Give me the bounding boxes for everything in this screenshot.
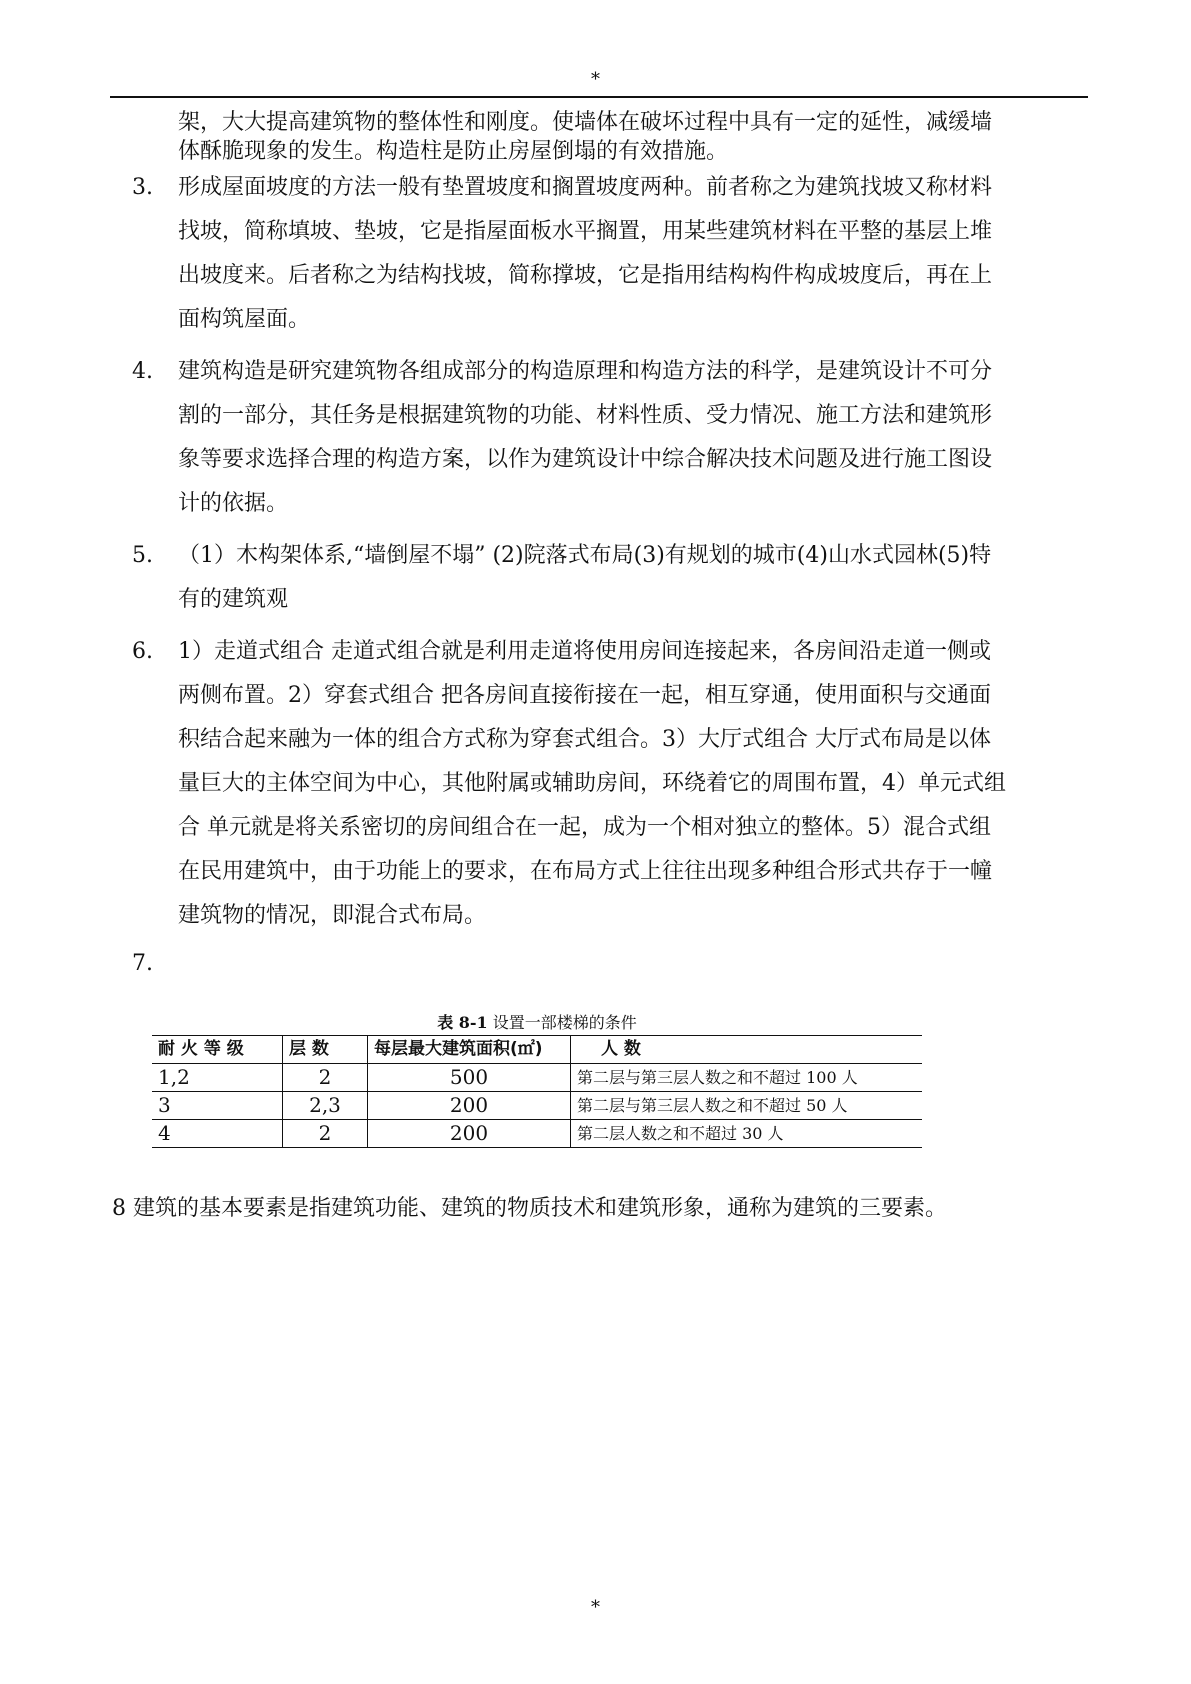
table-caption-label: 表 8-1 bbox=[437, 1013, 488, 1032]
cell-people: 第二层与第三层人数之和不超过 100 人 bbox=[571, 1064, 923, 1092]
text-line: 在民用建筑中，由于功能上的要求，在布局方式上往往出现多种组合形式共存于一幢 bbox=[178, 859, 993, 884]
text-line: 量巨大的主体空间为中心，其他附属或辅助房间，环绕着它的周围布置，4）单元式组 bbox=[178, 771, 1006, 796]
cell-people: 第二层人数之和不超过 30 人 bbox=[571, 1120, 923, 1148]
stair-conditions-table bbox=[152, 1035, 922, 1148]
header-people: 人 数 bbox=[571, 1036, 923, 1064]
header-max-area: 每层最大建筑面积(㎡) bbox=[368, 1036, 571, 1064]
cell-max-area: 500 bbox=[368, 1064, 571, 1092]
cell-people: 第二层与第三层人数之和不超过 50 人 bbox=[571, 1092, 923, 1120]
table-row bbox=[152, 1120, 922, 1148]
text-line: 合 单元就是将关系密切的房间组合在一起，成为一个相对独立的整体。5）混合式组 bbox=[178, 815, 991, 840]
item-number: 5. bbox=[132, 543, 153, 568]
table-row bbox=[152, 1092, 922, 1120]
text-line: 象等要求选择合理的构造方案，以作为建筑设计中综合解决技术问题及进行施工图设 bbox=[178, 447, 993, 472]
table-caption-text: 设置一部楼梯的条件 bbox=[492, 1013, 637, 1032]
item-number: 3. bbox=[132, 175, 153, 200]
text-line: 积结合起来融为一体的组合方式称为穿套式组合。3）大厅式组合 大厅式布局是以体 bbox=[178, 727, 991, 752]
cell-fire-rating: 3 bbox=[158, 1093, 171, 1117]
text-line: 体酥脆现象的发生。构造柱是防止房屋倒塌的有效措施。 bbox=[178, 139, 729, 164]
text-line: 有的建筑观 bbox=[178, 587, 289, 612]
text-line: 两侧布置。2）穿套式组合 把各房间直接衔接在一起，相互穿通，使用面积与交通面 bbox=[178, 683, 991, 708]
table-row bbox=[152, 1064, 922, 1092]
list-item-6 bbox=[0, 630, 1191, 938]
cell-floors: 2,3 bbox=[283, 1092, 368, 1120]
text-line: 架，大大提高建筑物的整体性和刚度。使墙体在破坏过程中具有一定的延性，减缓墙 bbox=[178, 110, 993, 135]
text-line: 建筑物的情况，即混合式布局。 bbox=[178, 903, 487, 928]
page-body bbox=[0, 108, 1191, 986]
cell-fire-rating: 1,2 bbox=[158, 1065, 190, 1089]
list-item-7 bbox=[0, 942, 1191, 986]
item-number: 6. bbox=[132, 639, 153, 664]
list-item-5 bbox=[0, 534, 1191, 622]
header-floors: 层 数 bbox=[283, 1036, 368, 1064]
footer-mark: * bbox=[591, 1597, 600, 1618]
text-line: 建筑构造是研究建筑物各组成部分的构造原理和构造方法的科学，是建筑设计不可分 bbox=[178, 359, 993, 384]
text-line: 计的依据。 bbox=[178, 491, 289, 516]
text-line: 割的一部分，其任务是根据建筑物的功能、材料性质、受力情况、施工方法和建筑形 bbox=[178, 403, 993, 428]
continuation-paragraph bbox=[0, 108, 1191, 166]
cell-fire-rating: 4 bbox=[158, 1121, 171, 1145]
cell-floors: 2 bbox=[283, 1120, 368, 1148]
table-header-row bbox=[152, 1036, 922, 1064]
list-item-4 bbox=[0, 350, 1191, 526]
final-paragraph: 8 建筑的基本要素是指建筑功能、建筑的物质技术和建筑形象，通称为建筑的三要素。 bbox=[112, 1196, 947, 1221]
list-item-3 bbox=[0, 166, 1191, 342]
cell-max-area: 200 bbox=[368, 1092, 571, 1120]
header-rule bbox=[110, 96, 1088, 98]
cell-floors: 2 bbox=[283, 1064, 368, 1092]
text-line: 找坡，简称填坡、垫坡，它是指屋面板水平搁置，用某些建筑材料在平整的基层上堆 bbox=[178, 219, 993, 244]
text-line: 形成屋面坡度的方法一般有垫置坡度和搁置坡度两种。前者称之为建筑找坡又称材料 bbox=[178, 175, 993, 200]
table-caption bbox=[152, 1013, 922, 1033]
stair-conditions-table-block bbox=[152, 1013, 922, 1148]
item-number: 4. bbox=[132, 359, 153, 384]
text-line: 面构筑屋面。 bbox=[178, 307, 311, 332]
text-line: 出坡度来。后者称之为结构找坡，简称撑坡，它是指用结构构件构成坡度后，再在上 bbox=[178, 263, 993, 288]
cell-max-area: 200 bbox=[368, 1120, 571, 1148]
item-number: 7. bbox=[132, 951, 153, 976]
text-line: 1）走道式组合 走道式组合就是利用走道将使用房间连接起来，各房间沿走道一侧或 bbox=[178, 639, 991, 664]
header-mark: * bbox=[591, 69, 600, 90]
text-line: （1）木构架体系,“墙倒屋不塌” (2)院落式布局(3)有规划的城市(4)山水式园林(5)特 bbox=[178, 543, 992, 568]
header-fire-rating: 耐 火 等 级 bbox=[158, 1039, 244, 1059]
